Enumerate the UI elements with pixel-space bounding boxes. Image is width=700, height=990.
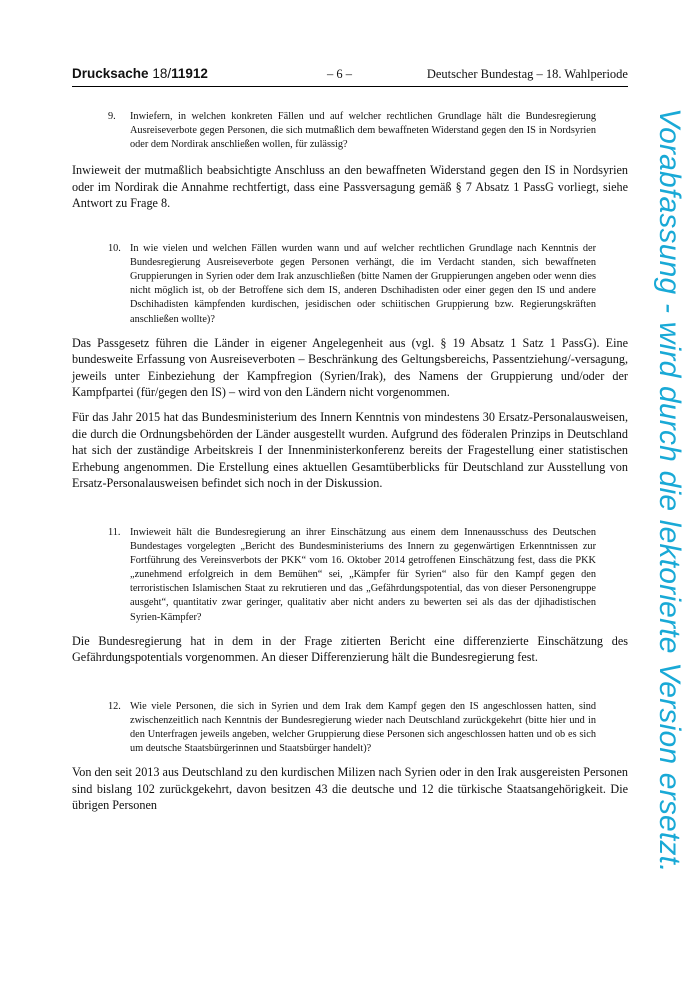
answer-paragraph: Das Passgesetz führen die Länder in eigener Angelegenheit aus (vgl. § 19 Absatz 1 Satz 1 PassG). Eine bundesweite Erfassung von Ausreiseverboten – Beschränkung des Geltungsbereichs, Passentziehung/-versagung, jeweils unter Einbeziehung der Kampfregion (Syrien/Irak), des Namens der Gruppierung und/oder der Kampfpartei (für/gegen den IS) – wird von den Ländern nicht vorgenommen. — [72, 335, 628, 400]
page-number: – 6 – — [327, 67, 352, 81]
doc-label: Drucksache — [72, 66, 149, 81]
section-q12 — [72, 684, 628, 814]
answer-paragraph: Die Bundesregierung hat in dem in der Frage zitierten Bericht eine differenzierte Einschätzung des Gefährdungspotentials vorgenommen. An dieser Differenzierung hält die Bundesregierung fest. — [72, 633, 628, 665]
question-text: Wie viele Personen, die sich in Syrien und dem Irak dem Kampf gegen den IS angeschlossen hatten, sind zwischenzeitlich nach Kenntnis der Bundesregierung wieder nach Deutschland zurückgekehrt (bitte hier und in den Unterfragen jeweils angeben, welcher Gruppierung diese Personen sich angeschlossen hatten und ob es sich um deutsche Staatsbürgerinnen und Staatsbürger handelt)? — [130, 700, 596, 755]
doc-number: 11912 — [171, 66, 208, 81]
section-q9 — [72, 110, 628, 212]
doc-number-prefix: 18/ — [152, 66, 172, 81]
section-q10 — [72, 226, 628, 492]
question-block — [108, 526, 596, 625]
question-text: In wie vielen und welchen Fällen wurden wann und auf welcher rechtlichen Grundlage nach Kenntnis der Bundesregierung Ausreiseverbote gegen Personen verhängt, die im Verdacht standen, sich bewaffneten Gruppierungen in Syrien oder dem Irak anzuschließen (bitte Namen der Gruppierungen angeben oder wenn dies nicht möglich ist, ob der Betroffene sich dem IS, anderen Dschihadisten oder einer gegen den IS und andere Dschihadisten kämpfenden kurdischen, jesidischen oder schiitischen Gruppierung bzw. Regierungskräften anschließen wollte)? — [130, 243, 596, 325]
question-number: 11. — [108, 526, 121, 538]
question-block — [108, 110, 596, 152]
document-body — [72, 110, 628, 814]
question-number: 12. — [108, 700, 121, 712]
question-number: 10. — [108, 243, 121, 255]
draft-watermark — [640, 108, 688, 908]
section-q11 — [72, 510, 628, 666]
question-block — [108, 242, 596, 327]
page-header — [72, 64, 628, 87]
question-number: 9. — [108, 111, 116, 122]
question-block — [108, 700, 596, 756]
document-number — [72, 66, 208, 81]
institution-label: Deutscher Bundestag – 18. Wahlperiode — [426, 67, 628, 81]
answer-paragraph: Für das Jahr 2015 hat das Bundesministerium des Innern Kenntnis von mindestens 30 Ersatz-Personalausweisen, die durch die Ordnungsbehörden der Länder ausgestellt wurden. Aufgrund des föderalen Prinzips in Deutschland hat sich der zuständige Arbeitskreis I der Innenministerkonferenz bereits der Fragestellung einer statistischen Erhebung angenommen. Die Erstellung eines aktuellen Gesamtüberblicks für Deutschland zur Ausstellung von Ersatz-Personalausweisen befindet sich noch in der Diskussion. — [72, 410, 628, 491]
answer-paragraph: Von den seit 2013 aus Deutschland zu den kurdischen Milizen nach Syrien oder in den Irak ausgereisten Personen sind bislang 102 zurückgekehrt, davon besitzen 43 die deutsche und 12 die türkische Staatsangehörigkeit. Die übrigen Personen — [72, 765, 628, 813]
question-text: Inwiefern, in welchen konkreten Fällen und auf welcher rechtlichen Grundlage hält die Bundesregierung Ausreiseverbote gegen Personen, die sich mutmaßlich dem bewaffneten Widerstand gegen den IS in Nordsyrien oder dem Nordirak anschließen wollen, für zulässig? — [130, 111, 596, 151]
watermark-text: Vorabfassung - wird durch die lektorierte Version ersetzt. — [653, 108, 686, 873]
answer-paragraph: Inwieweit der mutmaßlich beabsichtigte Anschluss an den bewaffneten Widerstand gegen den IS in Nordsyrien oder im Nordirak die Annahme rechtfertigt, dass eine Passversagung gemäß § 7 Absatz 1 PassG vorliegt, siehe Antwort zu Frage 8. — [72, 163, 628, 211]
question-text: Inwieweit hält die Bundesregierung an ihrer Einschätzung aus einem dem Innenausschuss des Deutschen Bundestages vorgelegten „Bericht des Bundesministeriums des Innern zu gegenwärtigen Erkenntnissen zur Fortführung des Vereinsverbots der PKK“ vom 16. Oktober 2014 getroffenen Einschätzung fest, dass die PKK „zunehmend erfolgreich in dem Bemühen“ sei, „Kämpfer für Syrien“ also für den Kampf gegen den terroristischen Islamischen Staat zu rekrutieren und das „Gefährdungspotential, das von dieser Personengruppe ausgeht“, quantitativ zwar geringer, qualitativ aber nicht anders zu bewerten sei als das der djihadistischen Syrien-Kämpfer? — [130, 526, 596, 623]
